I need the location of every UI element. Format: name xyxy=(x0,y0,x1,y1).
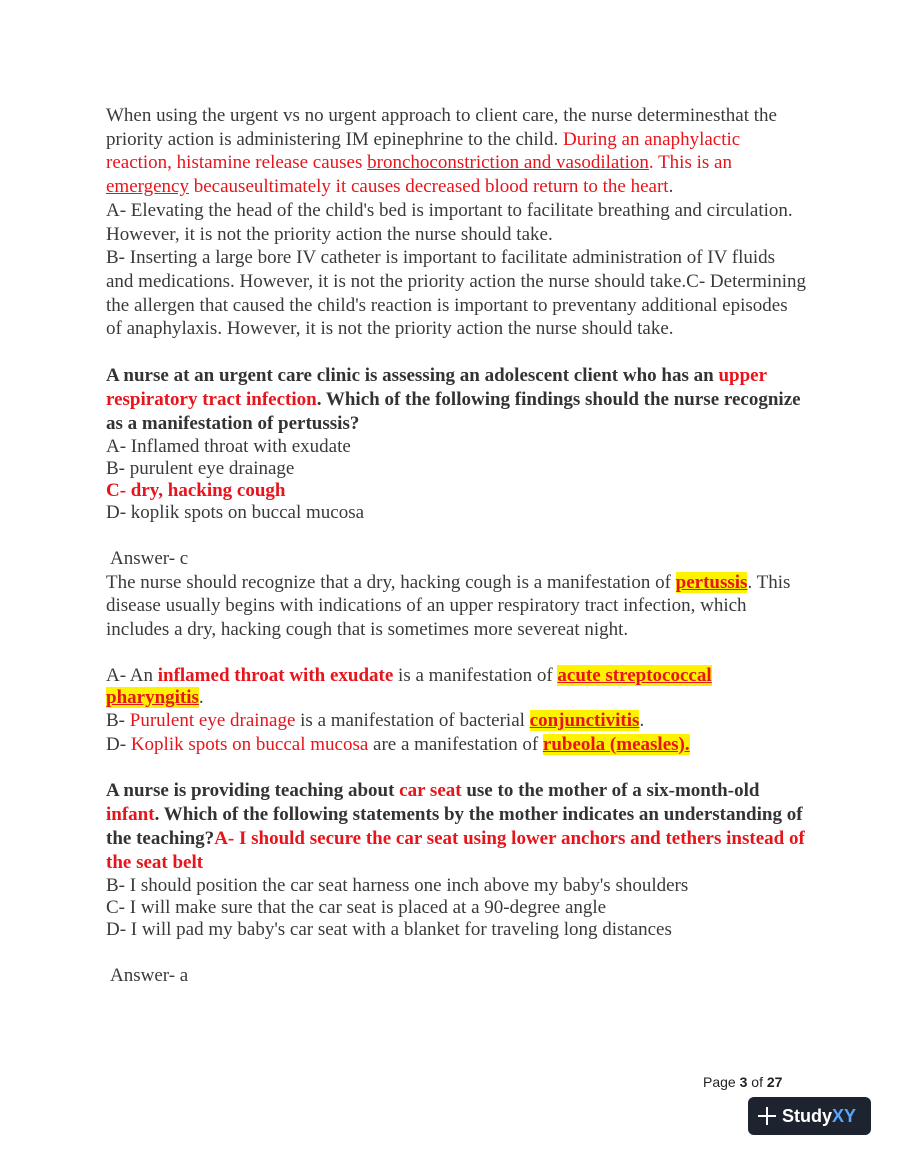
answer-explanation: The nurse should recognize that a dry, hacking cough is a manifestation of pertussis. This disease usually begins with indications of an upper respiratory tract infection, which includes a dry, hacking cough that is sometimes more severeat night. xyxy=(106,571,791,641)
page-number: Page 3 of 27 xyxy=(703,1074,783,1090)
option-d: D- I will pad my baby's car seat with a blanket for traveling long distances xyxy=(106,919,672,941)
option-c-correct: C- dry, hacking cough xyxy=(106,480,286,502)
rationale-b: B- Inserting a large bore IV catheter is important to facilitate administration of IV fluids and medications. However, it is not the priority action the nurse should take.C- Determining the allergen that caused the child's reaction is important to preventany additional episodes of anaphylaxis. However, it is not the priority action the nurse should take. xyxy=(106,247,806,340)
studyxy-logo[interactable]: StudyXY xyxy=(748,1097,871,1135)
answer-label: Answer- a xyxy=(110,965,189,987)
plus-icon xyxy=(758,1107,776,1125)
document-page xyxy=(106,104,806,988)
question-car-seat: A nurse is providing teaching about car seat use to the mother of a six-month-old infant. Which of the following statements by the mother indicates an understanding of the teaching?A- I should secure the car seat using lower anchors and tethers instead of the seat belt xyxy=(106,780,805,874)
option-b: B- purulent eye drainage xyxy=(106,458,295,480)
question-pertussis: A nurse at an urgent care clinic is assessing an adolescent client who has an upper respiratory tract infection. Which of the following findings should the nurse recognize as a manifestation of pertussis? xyxy=(106,365,801,435)
option-a: A- Inflamed throat with exudate xyxy=(106,436,351,458)
answer-label: Answer- c xyxy=(110,548,189,570)
option-c: C- I will make sure that the car seat is placed at a 90-degree angle xyxy=(106,897,607,919)
rationale-a: A- Elevating the head of the child's bed is important to facilitate breathing and circulation. However, it is not the priority action the nurse should take. xyxy=(106,199,793,245)
option-b: B- I should position the car seat harness one inch above my baby's shoulders xyxy=(106,875,689,897)
option-d: D- koplik spots on buccal mucosa xyxy=(106,502,365,524)
explanation-paragraph: When using the urgent vs no urgent approach to client care, the nurse determinesthat the priority action is administering IM epinephrine to the child. During an anaphylactic reaction, histamine release causes bronchoconstriction and vasodilation. This is an emergency becauseultimately it causes decreased blood return to the heart. xyxy=(106,105,777,198)
distractor-d: D- Koplik spots on buccal mucosa are a manifestation of rubeola (measles). xyxy=(106,733,690,755)
distractor-a: A- An inflamed throat with exudate is a manifestation of acute streptococcal pharyngitis. xyxy=(106,664,712,708)
distractor-b: B- Purulent eye drainage is a manifestation of bacterial conjunctivitis. xyxy=(106,709,645,731)
